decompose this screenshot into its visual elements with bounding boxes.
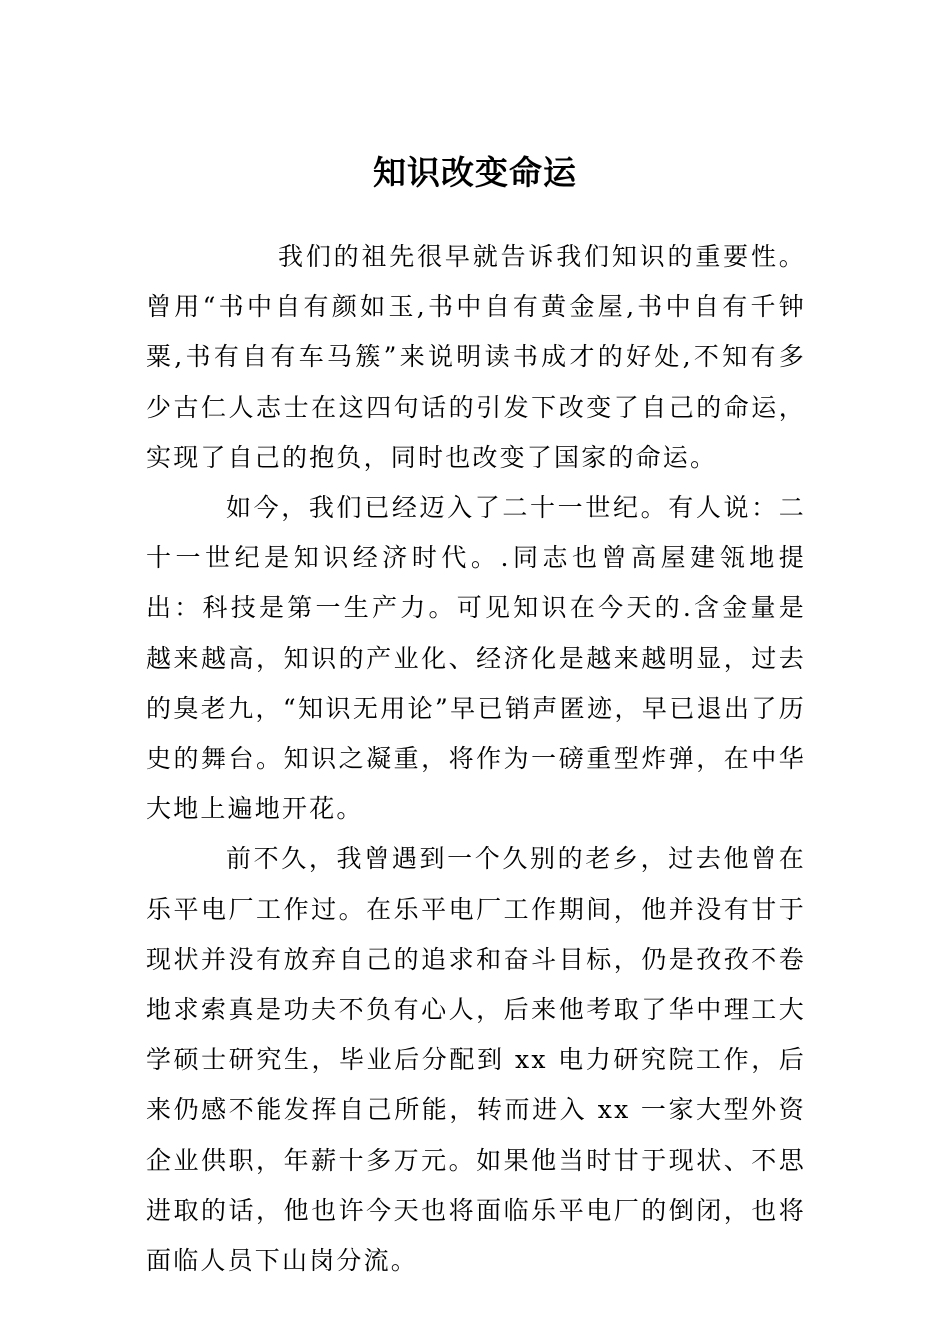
paragraph-ancestors: 我们的祖先很早就告诉我们知识的重要性。曾用“书中自有颜如玉,书中自有黄金屋,书中自有千钟粟,书有自有车马簇”来说明读书成才的好处,不知有多少古仁人志士在这四句话的引发下改变了自己的命运，实现了自己的抱负，同时也改变了国家的命运。: [146, 242, 806, 472]
paragraph-knowledge-economy: 如今，我们已经迈入了二十一世纪。有人说：二十一世纪是知识经济时代。.同志也曾高屋建瓴地提出：科技是第一生产力。可见知识在今天的.含金量是越来越高，知识的产业化、经济化是越来越明显，过去的臭老九，“知识无用论”早已销声匿迹，早已退出了历史的舞台。知识之凝重，将作为一磅重型炸弹，在中华大地上遍地开花。: [146, 493, 806, 824]
document-body: [146, 232, 806, 1286]
paragraph-hometown-friend: 前不久，我曾遇到一个久别的老乡，过去他曾在乐平电厂工作过。在乐平电厂工作期间，他并没有甘于现状并没有放弃自己的追求和奋斗目标，仍是孜孜不卷地求索真是功夫不负有心人，后来他考取了华中理工大学硕士研究生，毕业后分配到 xx 电力研究院工作，后来仍感不能发挥自己所能，转而进入 xx 一家大型外资企业供职，年薪十多万元。如果他当时甘于现状、不思进取的话，他也许今天也将面临乐平电厂的倒闭，也将面临人员下山岗分流。: [146, 844, 806, 1276]
document-title: 知识改变命运: [373, 153, 577, 193]
